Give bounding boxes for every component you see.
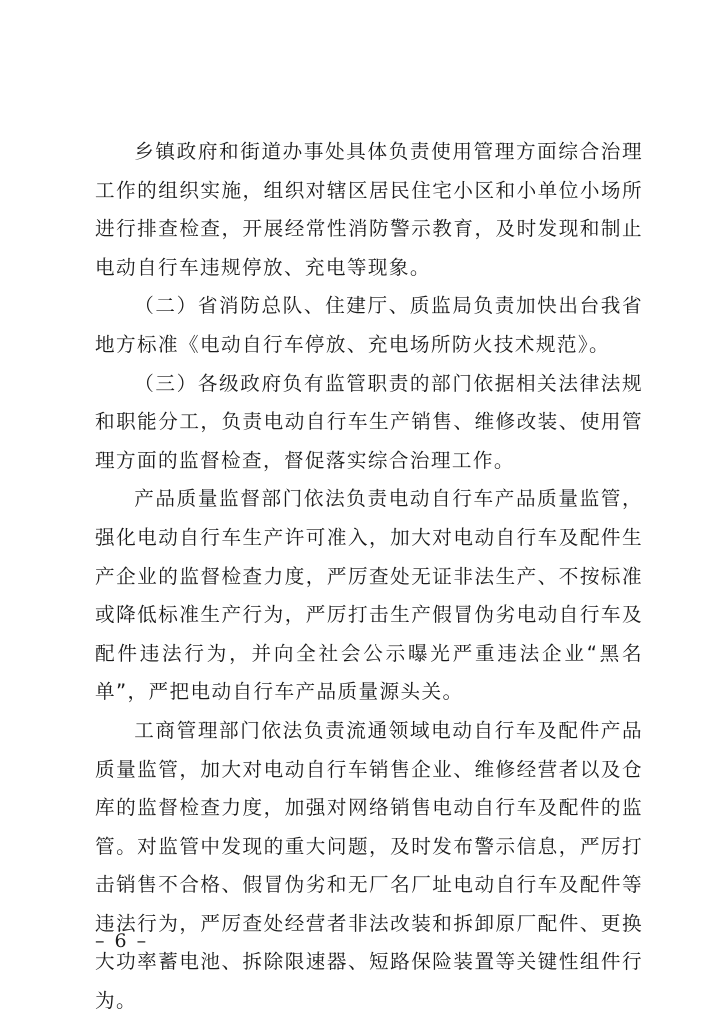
paragraph-quality-supervision: 产品质量监督部门依法负责电动自行车产品质量监管，强化电动自行车生产许可准入，加大对电动自行车及配件生产企业的监督检查力度，严厉查处无证非法生产、不按标准或降低标准生产行为，严厉打击生产假冒伪劣电动自行车及配件违法行为，并向全社会公示曝光严重违法企业“黑名单”，严把电动自行车产品质量源头关。 [95, 487, 643, 704]
paragraph-commerce-administration: 工商管理部门依法负责流通领域电动自行车及配件产品质量监管，加大对电动自行车销售企业、维修经营者以及仓库的监督检查力度，加强对网络销售电动自行车及配件的监管。对监管中发现的重大问题，及时发布警示信息，严厉打击销售不合格、假冒伪劣和无厂名厂址电动自行车及配件等违法行为，严厉查处经营者非法改装和拆卸原厂配件、更换大功率蓄电池、拆除限速器、短路保险装置等关键性组件行为。 [95, 718, 643, 1013]
paragraph-township-duties: 乡镇政府和街道办事处具体负责使用管理方面综合治理工作的组织实施，组织对辖区居民住宅小区和小单位小场所进行排查检查，开展经常性消防警示教育，及时发现和制止电动自行车违规停放、充电等现象。 [95, 140, 643, 279]
page-number: – 6 – [95, 930, 149, 952]
document-body [95, 133, 643, 1021]
paragraph-item-2-fire-standard: （二）省消防总队、住建厅、质监局负责加快出台我省地方标准《电动自行车停放、充电场所防火技术规范》。 [95, 294, 643, 356]
paragraph-item-3-supervision: （三）各级政府负有监管职责的部门依据相关法律法规和职能分工，负责电动自行车生产销售、维修改装、使用管理方面的监督检查，督促落实综合治理工作。 [95, 371, 643, 472]
